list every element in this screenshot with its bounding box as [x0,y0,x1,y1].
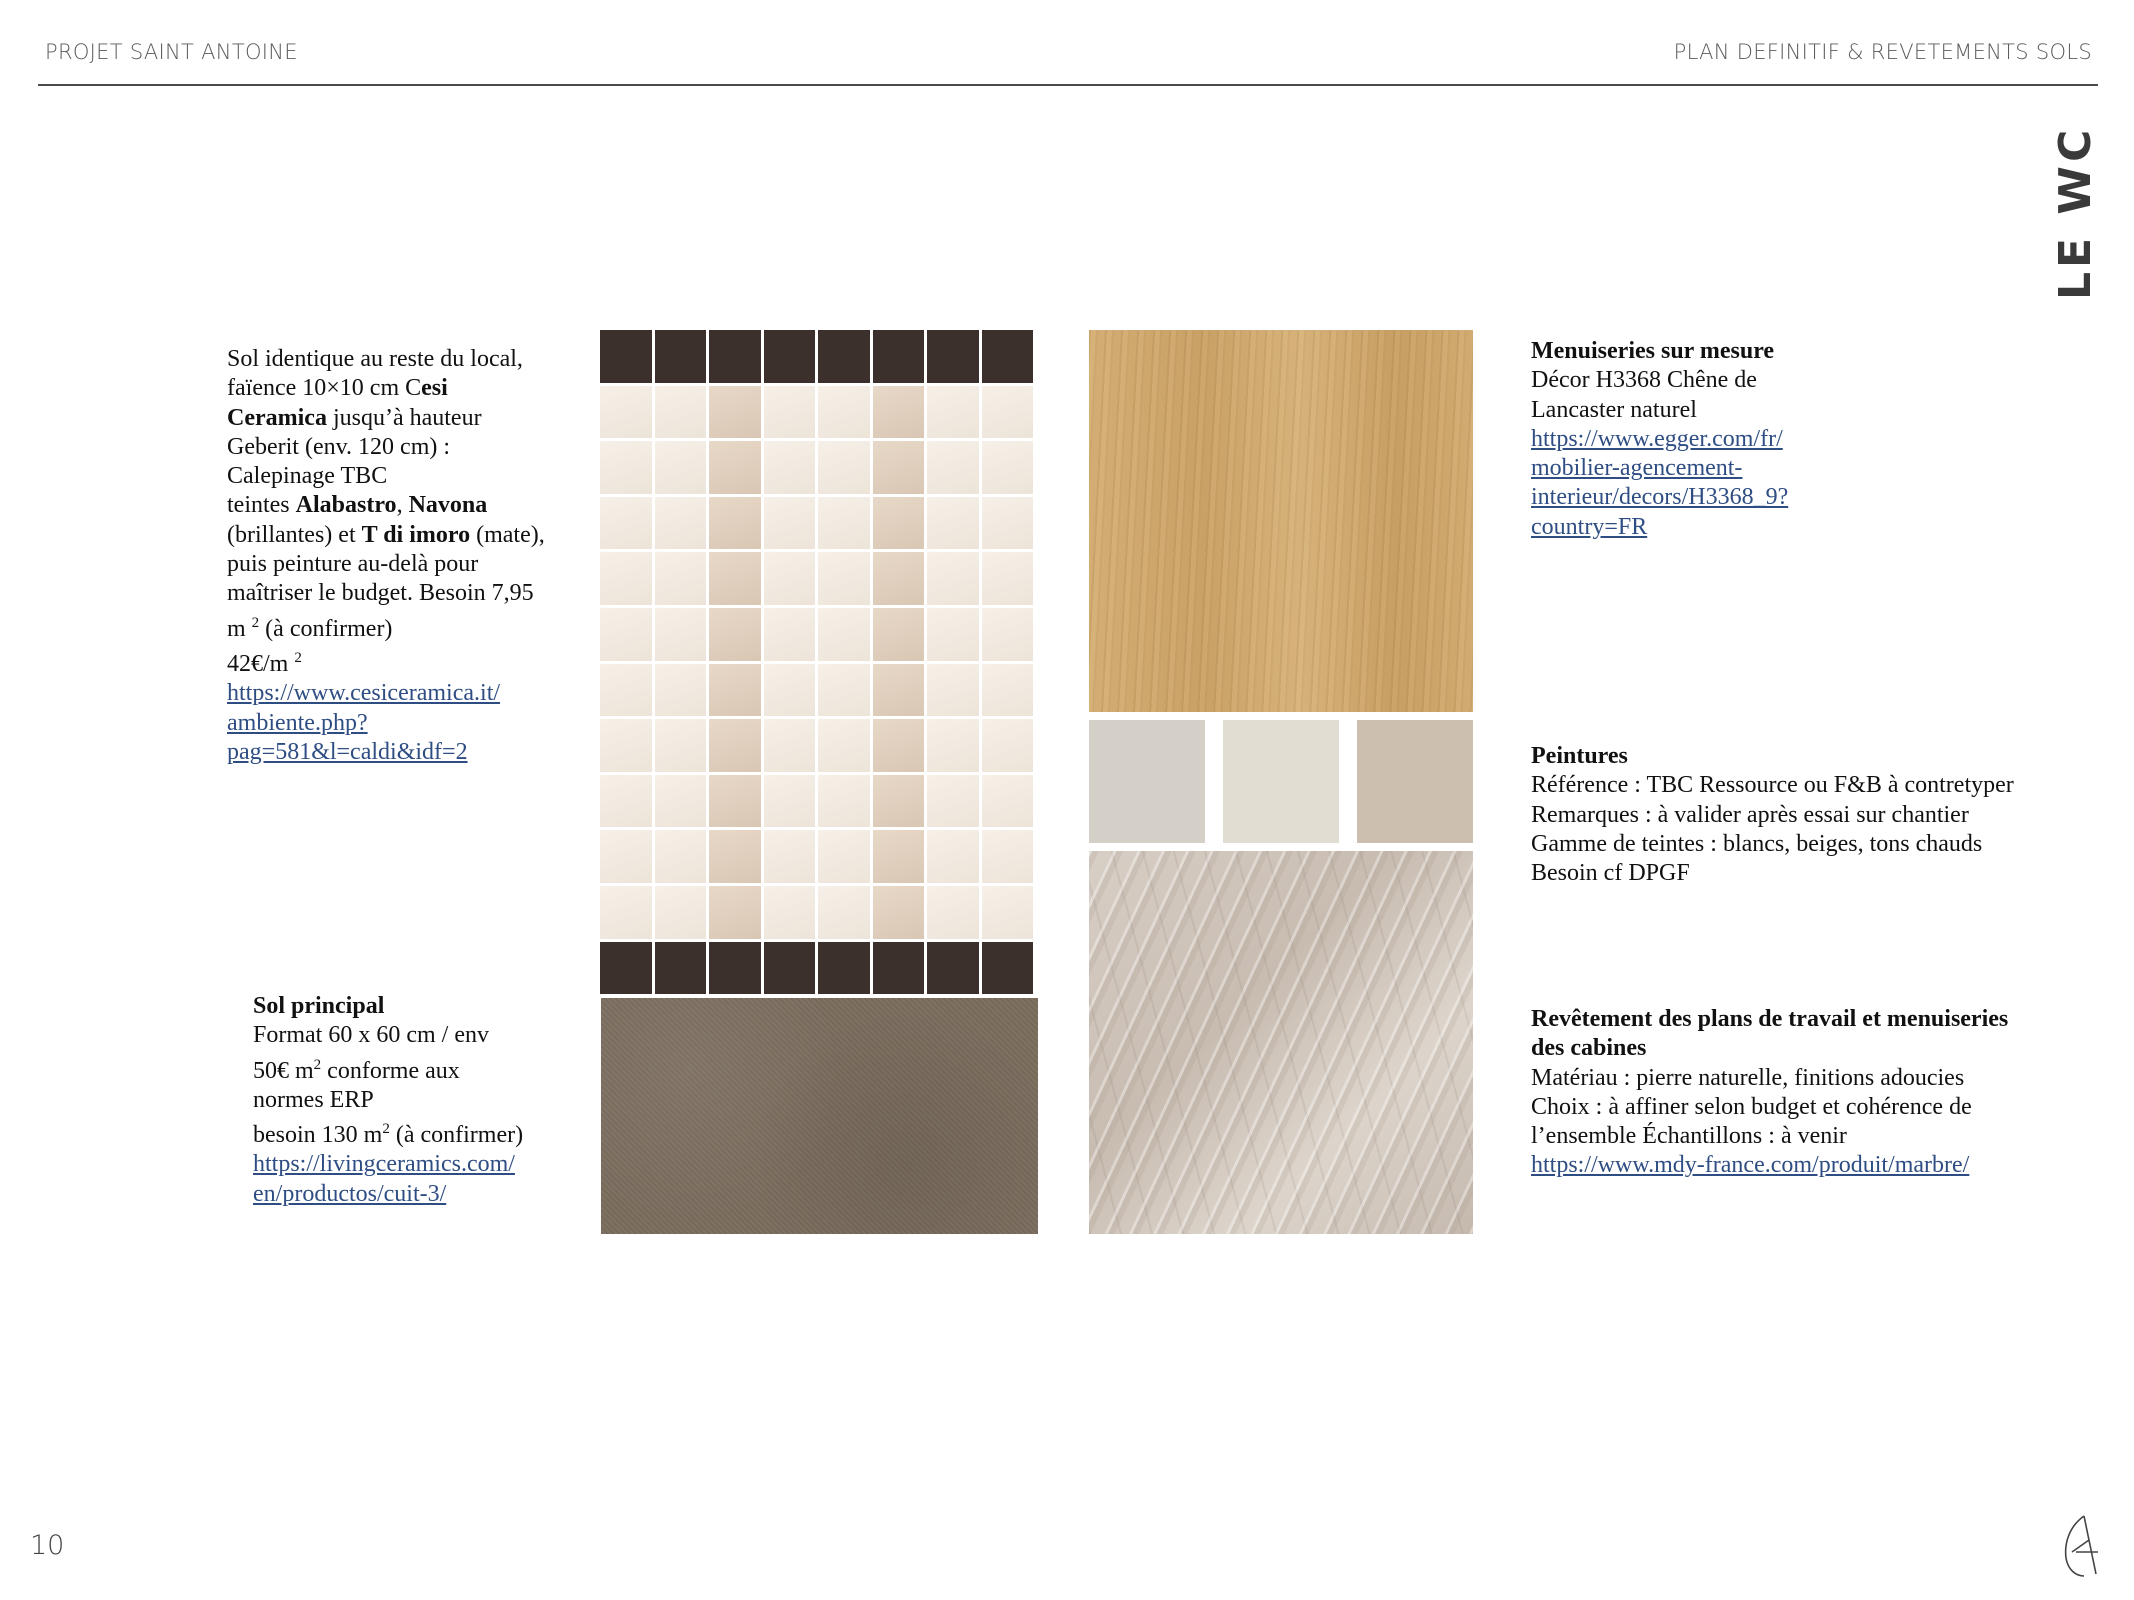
text-line: Besoin cf DPGF [1531,860,1690,887]
faience-tile [873,608,925,661]
faience-tile [764,664,816,717]
faience-tile [709,441,761,494]
revetement-description [1531,1005,2101,1181]
text-span: (à confirmer) [389,1122,524,1149]
heading-text: Peintures [1531,743,1628,769]
faience-tile [982,719,1034,772]
text-line: Geberit (env. 120 cm) : [227,433,451,460]
section-heading [1531,1034,2101,1063]
link-line [227,679,587,708]
faience-tile [600,386,652,439]
faience-tile [982,552,1034,605]
faience-tile [655,719,707,772]
living-ceramics-link[interactable]: en/productos/cuit-3/ [253,1180,447,1207]
text-span: jusqu’à hauteur [326,404,482,431]
living-ceramics-link[interactable]: https://livingceramics.com/ [253,1151,515,1178]
faience-tile [818,775,870,828]
faience-tile [873,664,925,717]
text-line: Référence : TBC Ressource ou F&B à contretyper [1531,772,2014,799]
brand-name: esi [421,375,448,402]
superscript: 2 [294,649,302,666]
faience-tile [818,330,870,383]
section-heading [1531,337,1951,366]
faience-tile [982,942,1034,995]
vertical-page-title: LE WC [2050,125,2101,300]
heading-text: Menuiseries sur mesure [1531,338,1775,364]
egger-link[interactable]: country=FR [1531,513,1648,540]
text-line [227,404,587,433]
text-span: besoin 130 m [253,1122,383,1149]
sol-principal-description [253,992,593,1209]
faience-tile [927,942,979,995]
faience-tile [600,441,652,494]
text-span: conforme aux [321,1057,460,1084]
architect-logo-icon [2060,1512,2108,1580]
faience-tile [600,942,652,995]
section-heading [1531,742,2091,771]
link-line [1531,483,1951,512]
peintures-description [1531,742,2091,888]
faience-tile [927,664,979,717]
faience-tile [709,942,761,995]
faience-tile [873,830,925,883]
faience-tile [982,664,1034,717]
faience-tile [709,497,761,550]
egger-link[interactable]: mobilier-agencement- [1531,455,1743,482]
faience-tile [600,719,652,772]
text-line [227,644,587,679]
faience-tile [927,608,979,661]
faience-tile [600,775,652,828]
menuiseries-description [1531,337,1951,542]
text-line [227,491,587,520]
faience-tile [655,386,707,439]
faience-tile [982,830,1034,883]
header-project-title: PROJET SAINT ANTOINE [45,40,298,64]
cesi-link[interactable]: https://www.cesiceramica.it/ [227,680,501,707]
text-line: Calepinage TBC [227,463,388,490]
faience-tile [655,775,707,828]
faience-tile [709,775,761,828]
faience-tile [873,942,925,995]
egger-link[interactable]: interieur/decors/H3368_9? [1531,484,1789,511]
text-line: Matériau : pierre naturelle, finitions adoucies [1531,1064,1965,1091]
cesi-link[interactable]: pag=581&l=caldi&idf=2 [227,738,468,765]
egger-link[interactable]: https://www.egger.com/fr/ [1531,425,1783,452]
text-line: normes ERP [253,1086,374,1113]
faience-tile [818,942,870,995]
superscript: 2 [382,1121,390,1138]
text-line: maîtriser le budget. Besoin 7,95 [227,580,534,607]
faience-tile [873,497,925,550]
faience-tile [927,552,979,605]
faience-tile [655,552,707,605]
faience-tile [818,719,870,772]
link-line [253,1180,593,1209]
faience-tile [764,386,816,439]
faience-tile [600,830,652,883]
faience-tile [764,830,816,883]
faience-tile [600,497,652,550]
faience-tile [818,441,870,494]
color-name: Alabastro [295,492,397,519]
faience-tile [818,497,870,550]
text-span: faïence 10×10 cm C [227,375,422,402]
faience-tile [927,886,979,939]
floor-tile-sample [601,998,1038,1234]
faience-tile [927,441,979,494]
faience-tile [600,330,652,383]
link-line [227,738,587,767]
faience-tile [764,719,816,772]
faience-tile [764,942,816,995]
text-span: teintes [227,492,296,519]
link-line [1531,454,1951,483]
link-line [227,709,587,738]
faience-tile [927,830,979,883]
text-line: Lancaster naturel [1531,396,1697,423]
faience-tile [927,775,979,828]
text-span: , [396,492,409,519]
faience-tile [982,441,1034,494]
cesi-link[interactable]: ambiente.php? [227,709,368,736]
heading-text: Revêtement des plans de travail et menuiseries [1531,1006,2009,1032]
text-line: Sol identique au reste du local, [227,346,523,372]
link-line [253,1150,593,1179]
header-divider [38,84,2098,86]
faience-tile [709,552,761,605]
faience-tile [818,664,870,717]
link-line [1531,425,1951,454]
faience-tile [982,497,1034,550]
faience-tile [764,497,816,550]
text-line [253,1115,593,1150]
page-number: 10 [30,1530,65,1561]
faience-tile [655,664,707,717]
faience-tile [818,830,870,883]
faience-tile [709,719,761,772]
faience-tile [982,608,1034,661]
faience-tile [655,608,707,661]
faience-tile [927,719,979,772]
text-line [227,374,587,403]
paint-swatch-2 [1223,720,1339,843]
text-line: l’ensemble Échantillons : à venir [1531,1123,1847,1150]
text-span: (brillantes) et [227,521,362,548]
faience-tile [764,608,816,661]
faience-tile [873,330,925,383]
text-span: (à confirmer) [259,615,393,642]
header-section-title: PLAN DEFINITIF & REVETEMENTS SOLS [1673,40,2092,64]
text-line: Remarques : à valider après essai sur chantier [1531,801,1969,828]
faience-tile [982,775,1034,828]
faience-tile [927,497,979,550]
superscript: 2 [251,614,260,631]
text-line: Choix : à affiner selon budget et cohérence de [1531,1093,1972,1120]
text-span: 42€/m [227,650,295,677]
faience-tile [764,441,816,494]
paint-swatch-3 [1357,720,1473,843]
faience-tile [655,441,707,494]
faience-tile [709,886,761,939]
faience-tile [764,552,816,605]
faience-tile [927,330,979,383]
faience-tile [709,608,761,661]
faience-tile [873,719,925,772]
faience-tile [709,330,761,383]
faience-tile [764,330,816,383]
oak-wood-sample [1089,330,1473,712]
faience-tile [709,664,761,717]
mdy-link[interactable]: https://www.mdy-france.com/produit/marbre/ [1531,1152,1970,1179]
faience-tile [818,608,870,661]
text-line: Décor H3368 Chêne de [1531,367,1757,394]
text-line [253,1051,593,1086]
faience-tile [764,886,816,939]
link-line [1531,1151,2101,1180]
color-name: T di imoro [361,521,471,548]
faience-tile [600,608,652,661]
faience-tile [927,386,979,439]
faience-tile [600,886,652,939]
section-heading [1531,1005,2101,1034]
link-line [1531,513,1951,542]
faience-tile [709,386,761,439]
faience-tile [709,830,761,883]
marble-stone-sample [1089,851,1473,1234]
faience-tile [873,775,925,828]
text-line: Format 60 x 60 cm / env [253,1022,489,1049]
brand-name: Ceramica [227,404,327,431]
faience-tile [655,497,707,550]
text-line: puis peinture au-delà pour [227,551,479,578]
text-line [227,609,587,644]
paint-swatch-1 [1089,720,1205,843]
text-span: m [227,615,252,642]
text-line: Gamme de teintes : blancs, beiges, tons chauds [1531,830,1983,857]
text-span: 50€ m [253,1057,314,1084]
faience-tile-sample [600,330,1036,997]
faience-tile [655,886,707,939]
text-span: (mate), [470,521,545,548]
faience-tile [818,386,870,439]
faience-tile [873,886,925,939]
superscript: 2 [313,1056,322,1073]
faience-tile [873,386,925,439]
color-name: Navona [408,492,488,519]
faience-tile [655,830,707,883]
faience-tile [818,552,870,605]
faience-tile [982,330,1034,383]
faience-tile [764,775,816,828]
faience-tile [873,441,925,494]
text-line [227,521,587,550]
faience-description [227,345,587,767]
faience-tile [873,552,925,605]
faience-tile [982,886,1034,939]
faience-tile [655,330,707,383]
faience-tile [655,942,707,995]
heading-text: Sol principal [253,993,385,1019]
faience-tile [982,386,1034,439]
section-heading [253,992,593,1021]
faience-tile [818,886,870,939]
faience-tile [600,552,652,605]
faience-tile [600,664,652,717]
heading-text: des cabines [1531,1035,1647,1062]
